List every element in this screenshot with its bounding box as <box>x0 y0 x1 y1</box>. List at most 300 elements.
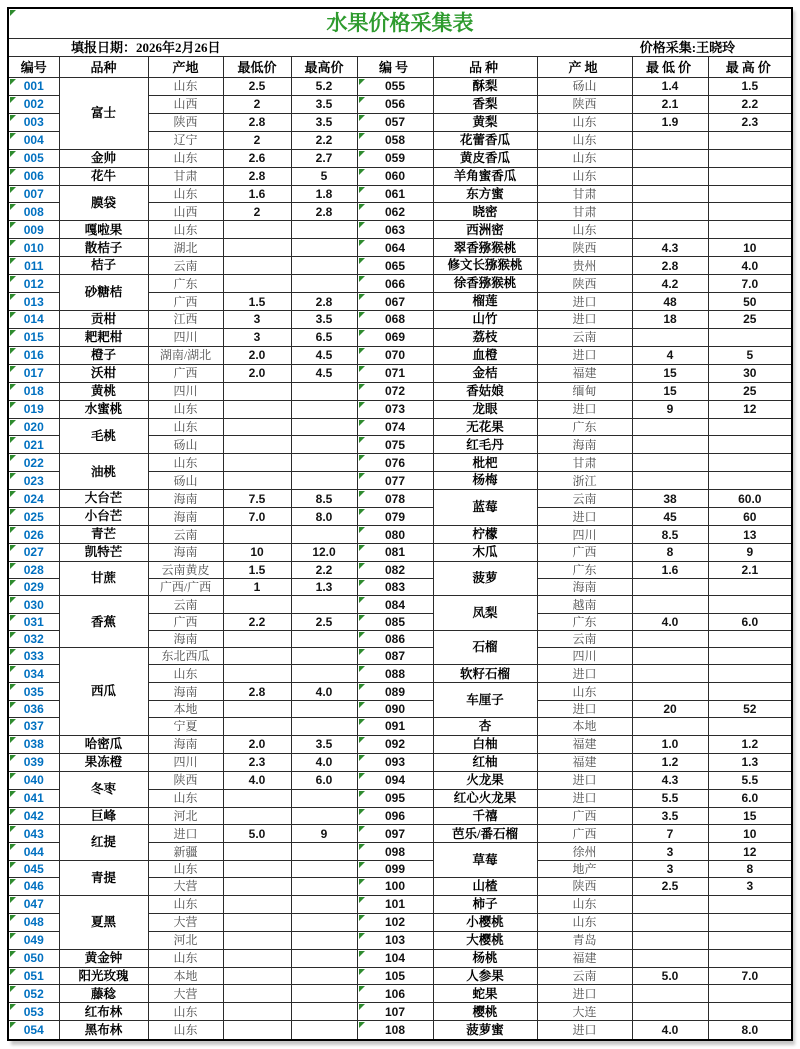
origin-cell[interactable]: 甘肃 <box>537 185 632 203</box>
min-price-cell[interactable] <box>632 683 708 700</box>
variety-cell[interactable]: 沃柑 <box>59 364 148 382</box>
row-id-cell[interactable]: 103 <box>357 931 433 949</box>
row-id-cell[interactable]: 069 <box>357 328 433 346</box>
min-price-cell[interactable]: 2.2 <box>223 613 291 630</box>
row-id-cell[interactable]: 076 <box>357 454 433 472</box>
max-price-cell[interactable] <box>708 931 792 949</box>
min-price-cell[interactable] <box>632 648 708 665</box>
origin-cell[interactable]: 山东 <box>148 860 223 877</box>
row-id-cell[interactable]: 015 <box>8 328 59 346</box>
min-price-cell[interactable] <box>223 454 291 472</box>
variety-cell[interactable]: 哈密瓜 <box>59 735 148 753</box>
variety-cell[interactable]: 红毛丹 <box>433 436 537 454</box>
origin-cell[interactable]: 缅甸 <box>537 382 632 400</box>
origin-cell[interactable]: 进口 <box>537 700 632 717</box>
origin-cell[interactable]: 地产 <box>537 860 632 877</box>
max-price-cell[interactable]: 3.5 <box>291 310 357 328</box>
variety-cell[interactable]: 膜袋 <box>59 185 148 221</box>
min-price-cell[interactable]: 7 <box>632 825 708 843</box>
min-price-cell[interactable] <box>223 630 291 647</box>
row-id-cell[interactable]: 046 <box>8 877 59 895</box>
min-price-cell[interactable] <box>223 877 291 895</box>
min-price-cell[interactable]: 8.5 <box>632 526 708 544</box>
row-id-cell[interactable]: 008 <box>8 203 59 221</box>
max-price-cell[interactable]: 2.1 <box>708 561 792 578</box>
variety-cell[interactable]: 酥梨 <box>433 78 537 96</box>
max-price-cell[interactable] <box>708 985 792 1003</box>
origin-cell[interactable]: 山东 <box>148 895 223 913</box>
min-price-cell[interactable] <box>223 221 291 239</box>
variety-cell[interactable]: 红提 <box>59 825 148 860</box>
min-price-cell[interactable]: 2.5 <box>223 78 291 96</box>
min-price-cell[interactable]: 1.5 <box>223 293 291 311</box>
min-price-cell[interactable]: 3 <box>223 328 291 346</box>
variety-cell[interactable]: 柿子 <box>433 895 537 913</box>
min-price-cell[interactable] <box>223 665 291 683</box>
min-price-cell[interactable]: 2.0 <box>223 346 291 364</box>
variety-cell[interactable]: 香姑娘 <box>433 382 537 400</box>
min-price-cell[interactable] <box>223 789 291 807</box>
max-price-cell[interactable] <box>291 436 357 454</box>
origin-cell[interactable]: 进口 <box>537 771 632 789</box>
max-price-cell[interactable]: 6.0 <box>291 771 357 789</box>
variety-cell[interactable]: 红布林 <box>59 1003 148 1021</box>
min-price-cell[interactable] <box>223 985 291 1003</box>
origin-cell[interactable]: 大连 <box>537 1003 632 1021</box>
min-price-cell[interactable]: 2.1 <box>632 95 708 113</box>
variety-cell[interactable]: 血橙 <box>433 346 537 364</box>
origin-cell[interactable]: 山东 <box>148 1003 223 1021</box>
variety-cell[interactable]: 黄金钟 <box>59 949 148 967</box>
origin-cell[interactable]: 辽宁 <box>148 131 223 149</box>
variety-cell[interactable]: 凤梨 <box>433 596 537 631</box>
min-price-cell[interactable]: 1 <box>223 579 291 596</box>
min-price-cell[interactable]: 4.0 <box>632 1021 708 1040</box>
row-id-cell[interactable]: 075 <box>357 436 433 454</box>
min-price-cell[interactable] <box>632 579 708 596</box>
min-price-cell[interactable] <box>632 418 708 436</box>
variety-cell[interactable]: 木瓜 <box>433 543 537 561</box>
min-price-cell[interactable] <box>223 382 291 400</box>
max-price-cell[interactable]: 2.8 <box>291 203 357 221</box>
row-id-cell[interactable]: 078 <box>357 490 433 508</box>
min-price-cell[interactable]: 9 <box>632 400 708 418</box>
row-id-cell[interactable]: 087 <box>357 648 433 665</box>
variety-cell[interactable]: 蛇果 <box>433 985 537 1003</box>
row-id-cell[interactable]: 100 <box>357 877 433 895</box>
max-price-cell[interactable] <box>708 436 792 454</box>
min-price-cell[interactable] <box>223 275 291 293</box>
origin-cell[interactable]: 福建 <box>537 364 632 382</box>
min-price-cell[interactable] <box>223 648 291 665</box>
row-id-cell[interactable]: 025 <box>8 508 59 526</box>
origin-cell[interactable]: 山东 <box>148 221 223 239</box>
row-id-cell[interactable]: 108 <box>357 1021 433 1040</box>
row-id-cell[interactable]: 012 <box>8 275 59 293</box>
min-price-cell[interactable]: 1.5 <box>223 561 291 578</box>
row-id-cell[interactable]: 106 <box>357 985 433 1003</box>
variety-cell[interactable]: 樱桃 <box>433 1003 537 1021</box>
origin-cell[interactable]: 陕西 <box>537 275 632 293</box>
row-id-cell[interactable]: 042 <box>8 807 59 825</box>
row-id-cell[interactable]: 030 <box>8 596 59 613</box>
row-id-cell[interactable]: 019 <box>8 400 59 418</box>
origin-cell[interactable]: 山东 <box>148 418 223 436</box>
variety-cell[interactable]: 山楂 <box>433 877 537 895</box>
max-price-cell[interactable]: 8.0 <box>708 1021 792 1040</box>
origin-cell[interactable]: 山东 <box>148 949 223 967</box>
variety-cell[interactable]: 菠萝蜜 <box>433 1021 537 1040</box>
row-id-cell[interactable]: 029 <box>8 579 59 596</box>
max-price-cell[interactable] <box>291 1003 357 1021</box>
origin-cell[interactable]: 进口 <box>537 346 632 364</box>
max-price-cell[interactable] <box>291 789 357 807</box>
origin-cell[interactable]: 广东 <box>537 418 632 436</box>
max-price-cell[interactable]: 2.7 <box>291 149 357 167</box>
col-header-id-left[interactable]: 编号 <box>8 57 59 78</box>
row-id-cell[interactable]: 023 <box>8 472 59 490</box>
variety-cell[interactable]: 软籽石榴 <box>433 665 537 683</box>
origin-cell[interactable]: 大营 <box>148 985 223 1003</box>
max-price-cell[interactable]: 2.3 <box>708 113 792 131</box>
origin-cell[interactable]: 广西 <box>537 807 632 825</box>
row-id-cell[interactable]: 104 <box>357 949 433 967</box>
max-price-cell[interactable]: 60.0 <box>708 490 792 508</box>
min-price-cell[interactable] <box>223 418 291 436</box>
variety-cell[interactable]: 菠萝 <box>433 561 537 596</box>
origin-cell[interactable]: 砀山 <box>148 472 223 490</box>
max-price-cell[interactable] <box>708 596 792 613</box>
min-price-cell[interactable]: 3 <box>632 860 708 877</box>
max-price-cell[interactable]: 25 <box>708 382 792 400</box>
row-id-cell[interactable]: 073 <box>357 400 433 418</box>
row-id-cell[interactable]: 031 <box>8 613 59 630</box>
row-id-cell[interactable]: 064 <box>357 239 433 257</box>
origin-cell[interactable]: 贵州 <box>537 257 632 275</box>
min-price-cell[interactable] <box>223 895 291 913</box>
variety-cell[interactable]: 东方蜜 <box>433 185 537 203</box>
variety-cell[interactable]: 大樱桃 <box>433 931 537 949</box>
max-price-cell[interactable] <box>708 717 792 735</box>
min-price-cell[interactable]: 7.5 <box>223 490 291 508</box>
origin-cell[interactable]: 山东 <box>148 454 223 472</box>
min-price-cell[interactable]: 5.0 <box>223 825 291 843</box>
max-price-cell[interactable] <box>291 860 357 877</box>
min-price-cell[interactable] <box>632 665 708 683</box>
variety-cell[interactable]: 千禧 <box>433 807 537 825</box>
row-id-cell[interactable]: 032 <box>8 630 59 647</box>
origin-cell[interactable]: 云南 <box>148 596 223 613</box>
row-id-cell[interactable]: 034 <box>8 665 59 683</box>
origin-cell[interactable]: 砀山 <box>148 436 223 454</box>
variety-cell[interactable]: 砂糖桔 <box>59 275 148 311</box>
row-id-cell[interactable]: 066 <box>357 275 433 293</box>
min-price-cell[interactable]: 18 <box>632 310 708 328</box>
max-price-cell[interactable] <box>708 185 792 203</box>
row-id-cell[interactable]: 065 <box>357 257 433 275</box>
row-id-cell[interactable]: 045 <box>8 860 59 877</box>
min-price-cell[interactable]: 10 <box>223 543 291 561</box>
max-price-cell[interactable]: 10 <box>708 239 792 257</box>
origin-cell[interactable]: 山东 <box>148 78 223 96</box>
max-price-cell[interactable] <box>291 717 357 735</box>
max-price-cell[interactable] <box>291 221 357 239</box>
max-price-cell[interactable]: 60 <box>708 508 792 526</box>
row-id-cell[interactable]: 086 <box>357 630 433 647</box>
min-price-cell[interactable] <box>223 257 291 275</box>
row-id-cell[interactable]: 020 <box>8 418 59 436</box>
row-id-cell[interactable]: 036 <box>8 700 59 717</box>
min-price-cell[interactable]: 2.8 <box>223 683 291 700</box>
min-price-cell[interactable]: 1.4 <box>632 78 708 96</box>
origin-cell[interactable]: 山东 <box>148 789 223 807</box>
min-price-cell[interactable] <box>632 203 708 221</box>
origin-cell[interactable]: 陕西 <box>148 113 223 131</box>
row-id-cell[interactable]: 101 <box>357 895 433 913</box>
max-price-cell[interactable]: 52 <box>708 700 792 717</box>
origin-cell[interactable]: 四川 <box>148 753 223 771</box>
min-price-cell[interactable] <box>632 328 708 346</box>
origin-cell[interactable]: 广西 <box>148 364 223 382</box>
origin-cell[interactable]: 河北 <box>148 807 223 825</box>
max-price-cell[interactable]: 4.5 <box>291 364 357 382</box>
row-id-cell[interactable]: 079 <box>357 508 433 526</box>
row-id-cell[interactable]: 005 <box>8 149 59 167</box>
max-price-cell[interactable]: 30 <box>708 364 792 382</box>
min-price-cell[interactable]: 2.6 <box>223 149 291 167</box>
max-price-cell[interactable]: 10 <box>708 825 792 843</box>
row-id-cell[interactable]: 090 <box>357 700 433 717</box>
max-price-cell[interactable] <box>291 967 357 985</box>
max-price-cell[interactable] <box>291 630 357 647</box>
variety-cell[interactable]: 羊角蜜香瓜 <box>433 167 537 185</box>
col-header-variety-right[interactable]: 品种 <box>433 57 537 78</box>
min-price-cell[interactable]: 7.0 <box>223 508 291 526</box>
origin-cell[interactable]: 云南黄皮 <box>148 561 223 578</box>
origin-cell[interactable]: 山东 <box>537 913 632 931</box>
origin-cell[interactable]: 山东 <box>148 400 223 418</box>
min-price-cell[interactable] <box>223 400 291 418</box>
variety-cell[interactable]: 杨梅 <box>433 472 537 490</box>
variety-cell[interactable]: 阳光玫瑰 <box>59 967 148 985</box>
row-id-cell[interactable]: 017 <box>8 364 59 382</box>
origin-cell[interactable]: 山东 <box>148 185 223 203</box>
max-price-cell[interactable]: 4.0 <box>291 753 357 771</box>
row-id-cell[interactable]: 091 <box>357 717 433 735</box>
max-price-cell[interactable] <box>291 472 357 490</box>
origin-cell[interactable]: 湖北 <box>148 239 223 257</box>
min-price-cell[interactable]: 3 <box>632 843 708 860</box>
max-price-cell[interactable] <box>291 239 357 257</box>
row-id-cell[interactable]: 060 <box>357 167 433 185</box>
row-id-cell[interactable]: 081 <box>357 543 433 561</box>
variety-cell[interactable]: 散桔子 <box>59 239 148 257</box>
row-id-cell[interactable]: 041 <box>8 789 59 807</box>
max-price-cell[interactable]: 1.5 <box>708 78 792 96</box>
row-id-cell[interactable]: 039 <box>8 753 59 771</box>
variety-cell[interactable]: 小樱桃 <box>433 913 537 931</box>
max-price-cell[interactable] <box>708 895 792 913</box>
col-header-origin-right[interactable]: 产地 <box>537 57 632 78</box>
variety-cell[interactable]: 芭乐/番石榴 <box>433 825 537 843</box>
variety-cell[interactable]: 藤稔 <box>59 985 148 1003</box>
max-price-cell[interactable] <box>708 949 792 967</box>
variety-cell[interactable]: 夏黑 <box>59 895 148 949</box>
origin-cell[interactable]: 云南 <box>148 526 223 544</box>
variety-cell[interactable]: 石榴 <box>433 630 537 665</box>
origin-cell[interactable]: 山东 <box>537 221 632 239</box>
row-id-cell[interactable]: 010 <box>8 239 59 257</box>
origin-cell[interactable]: 山东 <box>148 665 223 683</box>
max-price-cell[interactable]: 1.3 <box>291 579 357 596</box>
max-price-cell[interactable]: 12.0 <box>291 543 357 561</box>
origin-cell[interactable]: 广西 <box>148 293 223 311</box>
origin-cell[interactable]: 甘肃 <box>537 454 632 472</box>
min-price-cell[interactable] <box>223 700 291 717</box>
origin-cell[interactable]: 广东 <box>148 275 223 293</box>
origin-cell[interactable]: 云南 <box>148 257 223 275</box>
col-header-max-right[interactable]: 最高价 <box>708 57 792 78</box>
origin-cell[interactable]: 宁夏 <box>148 717 223 735</box>
row-id-cell[interactable]: 080 <box>357 526 433 544</box>
min-price-cell[interactable] <box>632 149 708 167</box>
max-price-cell[interactable]: 50 <box>708 293 792 311</box>
row-id-cell[interactable]: 016 <box>8 346 59 364</box>
min-price-cell[interactable] <box>632 596 708 613</box>
origin-cell[interactable]: 山西 <box>148 95 223 113</box>
min-price-cell[interactable]: 1.2 <box>632 753 708 771</box>
origin-cell[interactable]: 湖南/湖北 <box>148 346 223 364</box>
origin-cell[interactable]: 云南 <box>537 967 632 985</box>
origin-cell[interactable]: 山东 <box>537 113 632 131</box>
max-price-cell[interactable]: 15 <box>708 807 792 825</box>
origin-cell[interactable]: 云南 <box>537 630 632 647</box>
max-price-cell[interactable]: 7.0 <box>708 967 792 985</box>
variety-cell[interactable]: 修文长猕猴桃 <box>433 257 537 275</box>
variety-cell[interactable]: 小台芒 <box>59 508 148 526</box>
max-price-cell[interactable] <box>291 400 357 418</box>
max-price-cell[interactable] <box>291 700 357 717</box>
max-price-cell[interactable] <box>708 472 792 490</box>
max-price-cell[interactable]: 9 <box>708 543 792 561</box>
col-header-id-right[interactable]: 编号 <box>357 57 433 78</box>
max-price-cell[interactable]: 2.2 <box>291 131 357 149</box>
min-price-cell[interactable]: 2.0 <box>223 735 291 753</box>
origin-cell[interactable]: 海南 <box>148 683 223 700</box>
row-id-cell[interactable]: 028 <box>8 561 59 578</box>
origin-cell[interactable]: 海南 <box>148 630 223 647</box>
variety-cell[interactable]: 西洲密 <box>433 221 537 239</box>
max-price-cell[interactable]: 3 <box>708 877 792 895</box>
variety-cell[interactable]: 花牛 <box>59 167 148 185</box>
row-id-cell[interactable]: 044 <box>8 843 59 860</box>
min-price-cell[interactable] <box>223 949 291 967</box>
max-price-cell[interactable] <box>708 579 792 596</box>
row-id-cell[interactable]: 009 <box>8 221 59 239</box>
row-id-cell[interactable]: 102 <box>357 913 433 931</box>
max-price-cell[interactable] <box>708 131 792 149</box>
variety-cell[interactable]: 蓝莓 <box>433 490 537 526</box>
max-price-cell[interactable] <box>708 203 792 221</box>
min-price-cell[interactable] <box>632 131 708 149</box>
min-price-cell[interactable] <box>223 526 291 544</box>
origin-cell[interactable]: 广东 <box>537 613 632 630</box>
max-price-cell[interactable] <box>708 630 792 647</box>
origin-cell[interactable]: 大营 <box>148 913 223 931</box>
origin-cell[interactable]: 江西 <box>148 310 223 328</box>
max-price-cell[interactable]: 8 <box>708 860 792 877</box>
variety-cell[interactable]: 毛桃 <box>59 418 148 454</box>
max-price-cell[interactable] <box>291 418 357 436</box>
row-id-cell[interactable]: 040 <box>8 771 59 789</box>
origin-cell[interactable]: 山东 <box>537 167 632 185</box>
max-price-cell[interactable] <box>291 648 357 665</box>
max-price-cell[interactable]: 5.2 <box>291 78 357 96</box>
min-price-cell[interactable]: 15 <box>632 364 708 382</box>
variety-cell[interactable]: 大台芒 <box>59 490 148 508</box>
min-price-cell[interactable]: 4.3 <box>632 771 708 789</box>
origin-cell[interactable]: 甘肃 <box>148 167 223 185</box>
min-price-cell[interactable] <box>632 472 708 490</box>
max-price-cell[interactable]: 12 <box>708 400 792 418</box>
origin-cell[interactable]: 山西 <box>148 203 223 221</box>
max-price-cell[interactable]: 5 <box>708 346 792 364</box>
row-id-cell[interactable]: 082 <box>357 561 433 578</box>
variety-cell[interactable]: 嘎啦果 <box>59 221 148 239</box>
origin-cell[interactable]: 广东 <box>537 561 632 578</box>
row-id-cell[interactable]: 037 <box>8 717 59 735</box>
min-price-cell[interactable] <box>632 454 708 472</box>
origin-cell[interactable]: 四川 <box>148 328 223 346</box>
row-id-cell[interactable]: 001 <box>8 78 59 96</box>
origin-cell[interactable]: 陕西 <box>537 877 632 895</box>
max-price-cell[interactable]: 2.2 <box>291 561 357 578</box>
variety-cell[interactable]: 柠檬 <box>433 526 537 544</box>
origin-cell[interactable]: 进口 <box>537 310 632 328</box>
variety-cell[interactable]: 山竹 <box>433 310 537 328</box>
max-price-cell[interactable] <box>291 949 357 967</box>
row-id-cell[interactable]: 004 <box>8 131 59 149</box>
row-id-cell[interactable]: 093 <box>357 753 433 771</box>
min-price-cell[interactable]: 2 <box>223 95 291 113</box>
variety-cell[interactable]: 草莓 <box>433 843 537 878</box>
min-price-cell[interactable] <box>223 1021 291 1040</box>
min-price-cell[interactable] <box>632 913 708 931</box>
min-price-cell[interactable] <box>223 596 291 613</box>
row-id-cell[interactable]: 007 <box>8 185 59 203</box>
variety-cell[interactable]: 黄桃 <box>59 382 148 400</box>
variety-cell[interactable]: 杏 <box>433 717 537 735</box>
col-header-min-left[interactable]: 最低价 <box>223 57 291 78</box>
row-id-cell[interactable]: 099 <box>357 860 433 877</box>
variety-cell[interactable]: 西瓜 <box>59 648 148 736</box>
variety-cell[interactable]: 果冻橙 <box>59 753 148 771</box>
max-price-cell[interactable] <box>708 418 792 436</box>
row-id-cell[interactable]: 062 <box>357 203 433 221</box>
row-id-cell[interactable]: 052 <box>8 985 59 1003</box>
origin-cell[interactable]: 本地 <box>148 700 223 717</box>
origin-cell[interactable]: 浙江 <box>537 472 632 490</box>
origin-cell[interactable]: 甘肃 <box>537 203 632 221</box>
max-price-cell[interactable]: 13 <box>708 526 792 544</box>
max-price-cell[interactable]: 4.0 <box>291 683 357 700</box>
origin-cell[interactable]: 陕西 <box>537 95 632 113</box>
variety-cell[interactable]: 凯特芒 <box>59 543 148 561</box>
origin-cell[interactable]: 海南 <box>537 436 632 454</box>
max-price-cell[interactable] <box>291 454 357 472</box>
min-price-cell[interactable] <box>632 167 708 185</box>
max-price-cell[interactable]: 3.5 <box>291 113 357 131</box>
